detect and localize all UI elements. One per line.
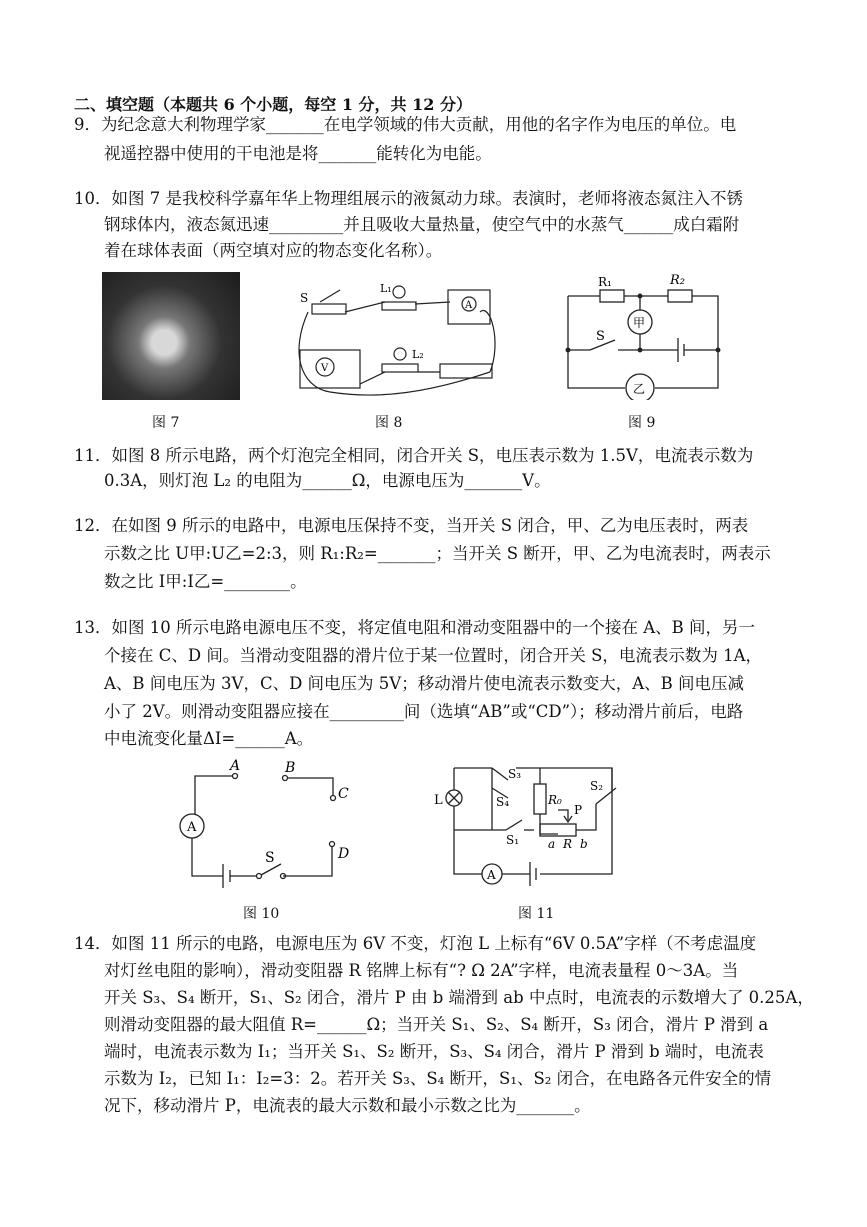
fig8-label-l2: L₂ [412,348,424,361]
fig11-label-a: a [548,837,556,851]
q14-line3: 开关 S₃、S₄ 断开，S₁、S₂ 闭合，滑片 P 由 b 端滑到 ab 中点时，电流表的示数增大了 0.25A， [104,988,814,1007]
fig11-label-r0: R₀ [548,793,562,807]
fig11-label-s1: S₁ [506,833,520,847]
fig8-label-l1: L₁ [380,282,392,295]
fig8-label-v: V [321,363,329,374]
q12-line1: 12．在如图 9 所示的电路中，电源电压保持不变，当开关 S 闭合，甲、乙为电压表时，两表 [74,516,749,535]
fig10-label-meter: A [187,820,197,835]
fig11-label-r: R [563,837,573,851]
figure8-circuit [290,272,504,402]
fig8-label-s: S [300,291,309,305]
fig9-label-yi: 乙 [633,382,646,396]
fig10-label-s: S [265,850,275,866]
q9-line1: 9．为纪念意大利物理学家_______在电学领域的伟大贡献，用他的名字作为电压的单位。电 [74,115,737,134]
fig11-label-l: L [434,793,443,808]
figure11-circuit [430,762,630,894]
fig9-label-r1: R₁ [598,275,612,289]
fig11-label-meter: A [487,868,496,882]
q13-line5: 中电流变化量ΔI=______A。 [104,729,314,748]
q9-line2: 视遥控器中使用的干电池是将_______能转化为电能。 [104,144,492,163]
q11-line1: 11．如图 8 所示电路，两个灯泡完全相同，闭合开关 S，电压表示数为 1.5V，电流表示数为 [74,446,754,465]
figure7-photo [102,272,240,400]
figure9-circuit [560,268,730,400]
fig9-label-s: S [596,329,605,344]
figure10-circuit [175,758,360,893]
q14-line7: 况下，移动滑片 P，电流表的最大示数和最小示数之比为_______。 [104,1096,591,1115]
q13-line2: 个接在 C、D 间。当滑动变阻器的滑片位于某一位置时，闭合开关 S，电流表示数为 1A， [104,646,763,665]
fig11-label-s2: S₂ [590,779,604,793]
fig10-label-b: B [285,760,296,776]
fig10-label-d: D [338,846,350,862]
q13-line1: 13．如图 10 所示电路电源电压不变，将定值电阻和滑动变阻器中的一个接在 A、B 间，另一 [74,618,756,637]
section-title: 二、填空题（本题共 6 个小题，每空 1 分，共 12 分） [74,95,472,114]
q10-line2: 钢球体内，液态氮迅速_________并且吸收大量热量，使空气中的水蒸气______成白霜附 [104,215,740,234]
figure11-caption: 图 11 [518,906,555,922]
figure9-caption: 图 9 [628,415,656,431]
q13-line3: A、B 间电压为 3V，C、D 间电压为 5V；移动滑片使电流表示数变大，A、B 间电压减 [104,674,744,693]
figure10-caption: 图 10 [243,906,280,922]
fig10-label-c: C [338,786,349,802]
fig9-label-jia: 甲 [633,316,646,330]
figure8-caption: 图 8 [375,415,403,431]
q14-line1: 14．如图 11 所示的电路，电源电压为 6V 不变，灯泡 L 上标有“6V 0.5A”字样（不考虑温度 [74,934,757,953]
fig11-label-s3: S₃ [508,767,522,781]
fig11-label-b: b [580,837,588,851]
q14-line2: 对灯丝电阻的影响），滑动变阻器 R 铭牌上标有“? Ω 2A”字样，电流表量程 0～3A。当 [104,961,739,980]
q14-line5: 端时，电流表示数为 I₁；当开关 S₁、S₂ 断开，S₃、S₄ 闭合，滑片 P 滑到 b 端时，电流表 [104,1042,764,1061]
fig11-label-p: P [574,803,583,817]
fig10-label-a: A [230,758,241,774]
fig8-label-a: A [465,300,473,311]
q10-line1: 10．如图 7 是我校科学嘉年华上物理组展示的液氮动力球。表演时，老师将液态氮注入不锈 [74,189,743,208]
q14-line6: 示数为 I₂，已知 I₁：I₂=3：2。若开关 S₃、S₄ 断开，S₁、S₂ 闭合，在电路各元件安全的情 [104,1069,772,1088]
q10-line3: 着在球体表面（两空填对应的物态变化名称）。 [104,241,443,260]
q12-line3: 数之比 I甲:I乙=________。 [104,572,307,591]
figure7-caption: 图 7 [152,415,180,431]
q11-line2: 0.3A，则灯泡 L₂ 的电阻为______Ω，电源电压为_______V。 [104,471,551,490]
q14-line4: 则滑动变阻器的最大阻值 R=______Ω；当开关 S₁、S₂、S₄ 断开，S₃ 闭合，滑片 P 滑到 a [104,1015,769,1034]
fig11-label-s4: S₄ [496,795,510,809]
q13-line4: 小了 2V。则滑动变阻器应接在_________间（选填“AB”或“CD”）；移动滑片前后，电路 [104,702,744,721]
q12-line2: 示数之比 U甲:U乙=2:3，则 R₁:R₂=_______；当开关 S 断开，甲、乙为电流表时，两表示 [104,544,771,563]
fig9-label-r2: R₂ [670,273,685,288]
